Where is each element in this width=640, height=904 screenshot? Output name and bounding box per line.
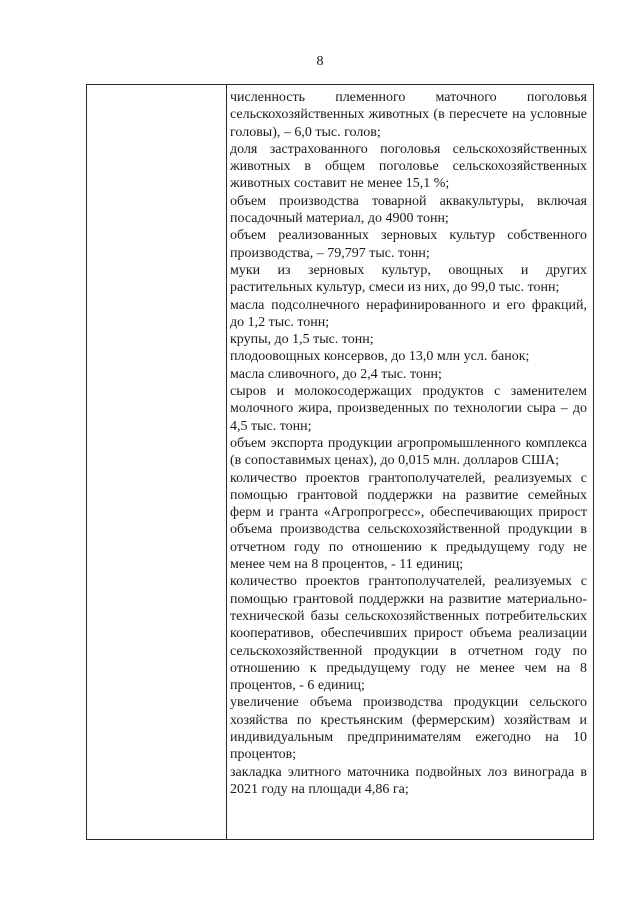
paragraph: крупы, до 1,5 тыс. тонн; [230, 332, 374, 348]
column-divider [226, 85, 227, 839]
paragraph: численность племенного маточного поголовья сельскохозяйственных животных (в пересчете на условные головы), – 6,0 тыс. голов; [230, 90, 587, 140]
paragraph: масла сливочного, до 2,4 тыс. тонн; [230, 366, 442, 382]
paragraph: муки из зерновых культур, овощных и других растительных культур, смеси из них, до 99,0 тыс. тонн; [230, 262, 587, 296]
paragraph: масла подсолнечного нерафинированного и его фракций, до 1,2 тыс. тонн; [230, 297, 587, 330]
paragraph: закладка элитного маточника подвойных лоз винограда в 2021 году на площади 4,86 га; [230, 764, 587, 797]
paragraph: количество проектов грантополучателей, реализуемых с помощью грантовой поддержки на развитие семейных ферм и гранта «Агропрогресс», обеспечивающих прирост объема производства сельскохозяйственной продукции в отчетном году по отношению к предыдущему году не менее чем на 8 процентов, - 11 единиц; [230, 470, 587, 573]
paragraph: доля застрахованного поголовья сельскохозяйственных животных в общем поголовье сельскохозяйственных животных составит не менее 15,1 %; [230, 141, 587, 192]
paragraph: объем реализованных зерновых культур собственного производства, – 79,797 тыс. тонн; [230, 228, 587, 261]
page-number: 8 [316, 54, 324, 69]
paragraph: увеличение объема производства продукции сельского хозяйства по крестьянским (фермерским) хозяйствам и индивидуальным предпринимателям ежегодно на 10 процентов; [230, 695, 587, 763]
paragraph: объем экспорта продукции агропромышленного комплекса (в сопоставимых ценах), до 0,015 млн. долларов США; [230, 435, 587, 469]
document-table [86, 84, 594, 840]
paragraph: сыров и молокосодержащих продуктов с заменителем молочного жира, произведенных по технологии сыра – до 4,5 тыс. тонн; [230, 384, 587, 434]
paragraph: количество проектов грантополучателей, реализуемых с помощью грантовой поддержки на развитие материально-технической базы сельскохозяйственных потребительских кооперативов, обеспечивших прирост объема реализации сельскохозяйственной продукции в отчетном году по отношению к предыдущему году не менее чем на 8 процентов, - 6 единиц; [230, 574, 587, 694]
paragraph: объем производства товарной аквакультуры, включая посадочный материал, до 4900 тонн; [230, 193, 587, 227]
content-cell [230, 89, 587, 798]
paragraph: плодоовощных консервов, до 13,0 млн усл. банок; [230, 349, 530, 365]
